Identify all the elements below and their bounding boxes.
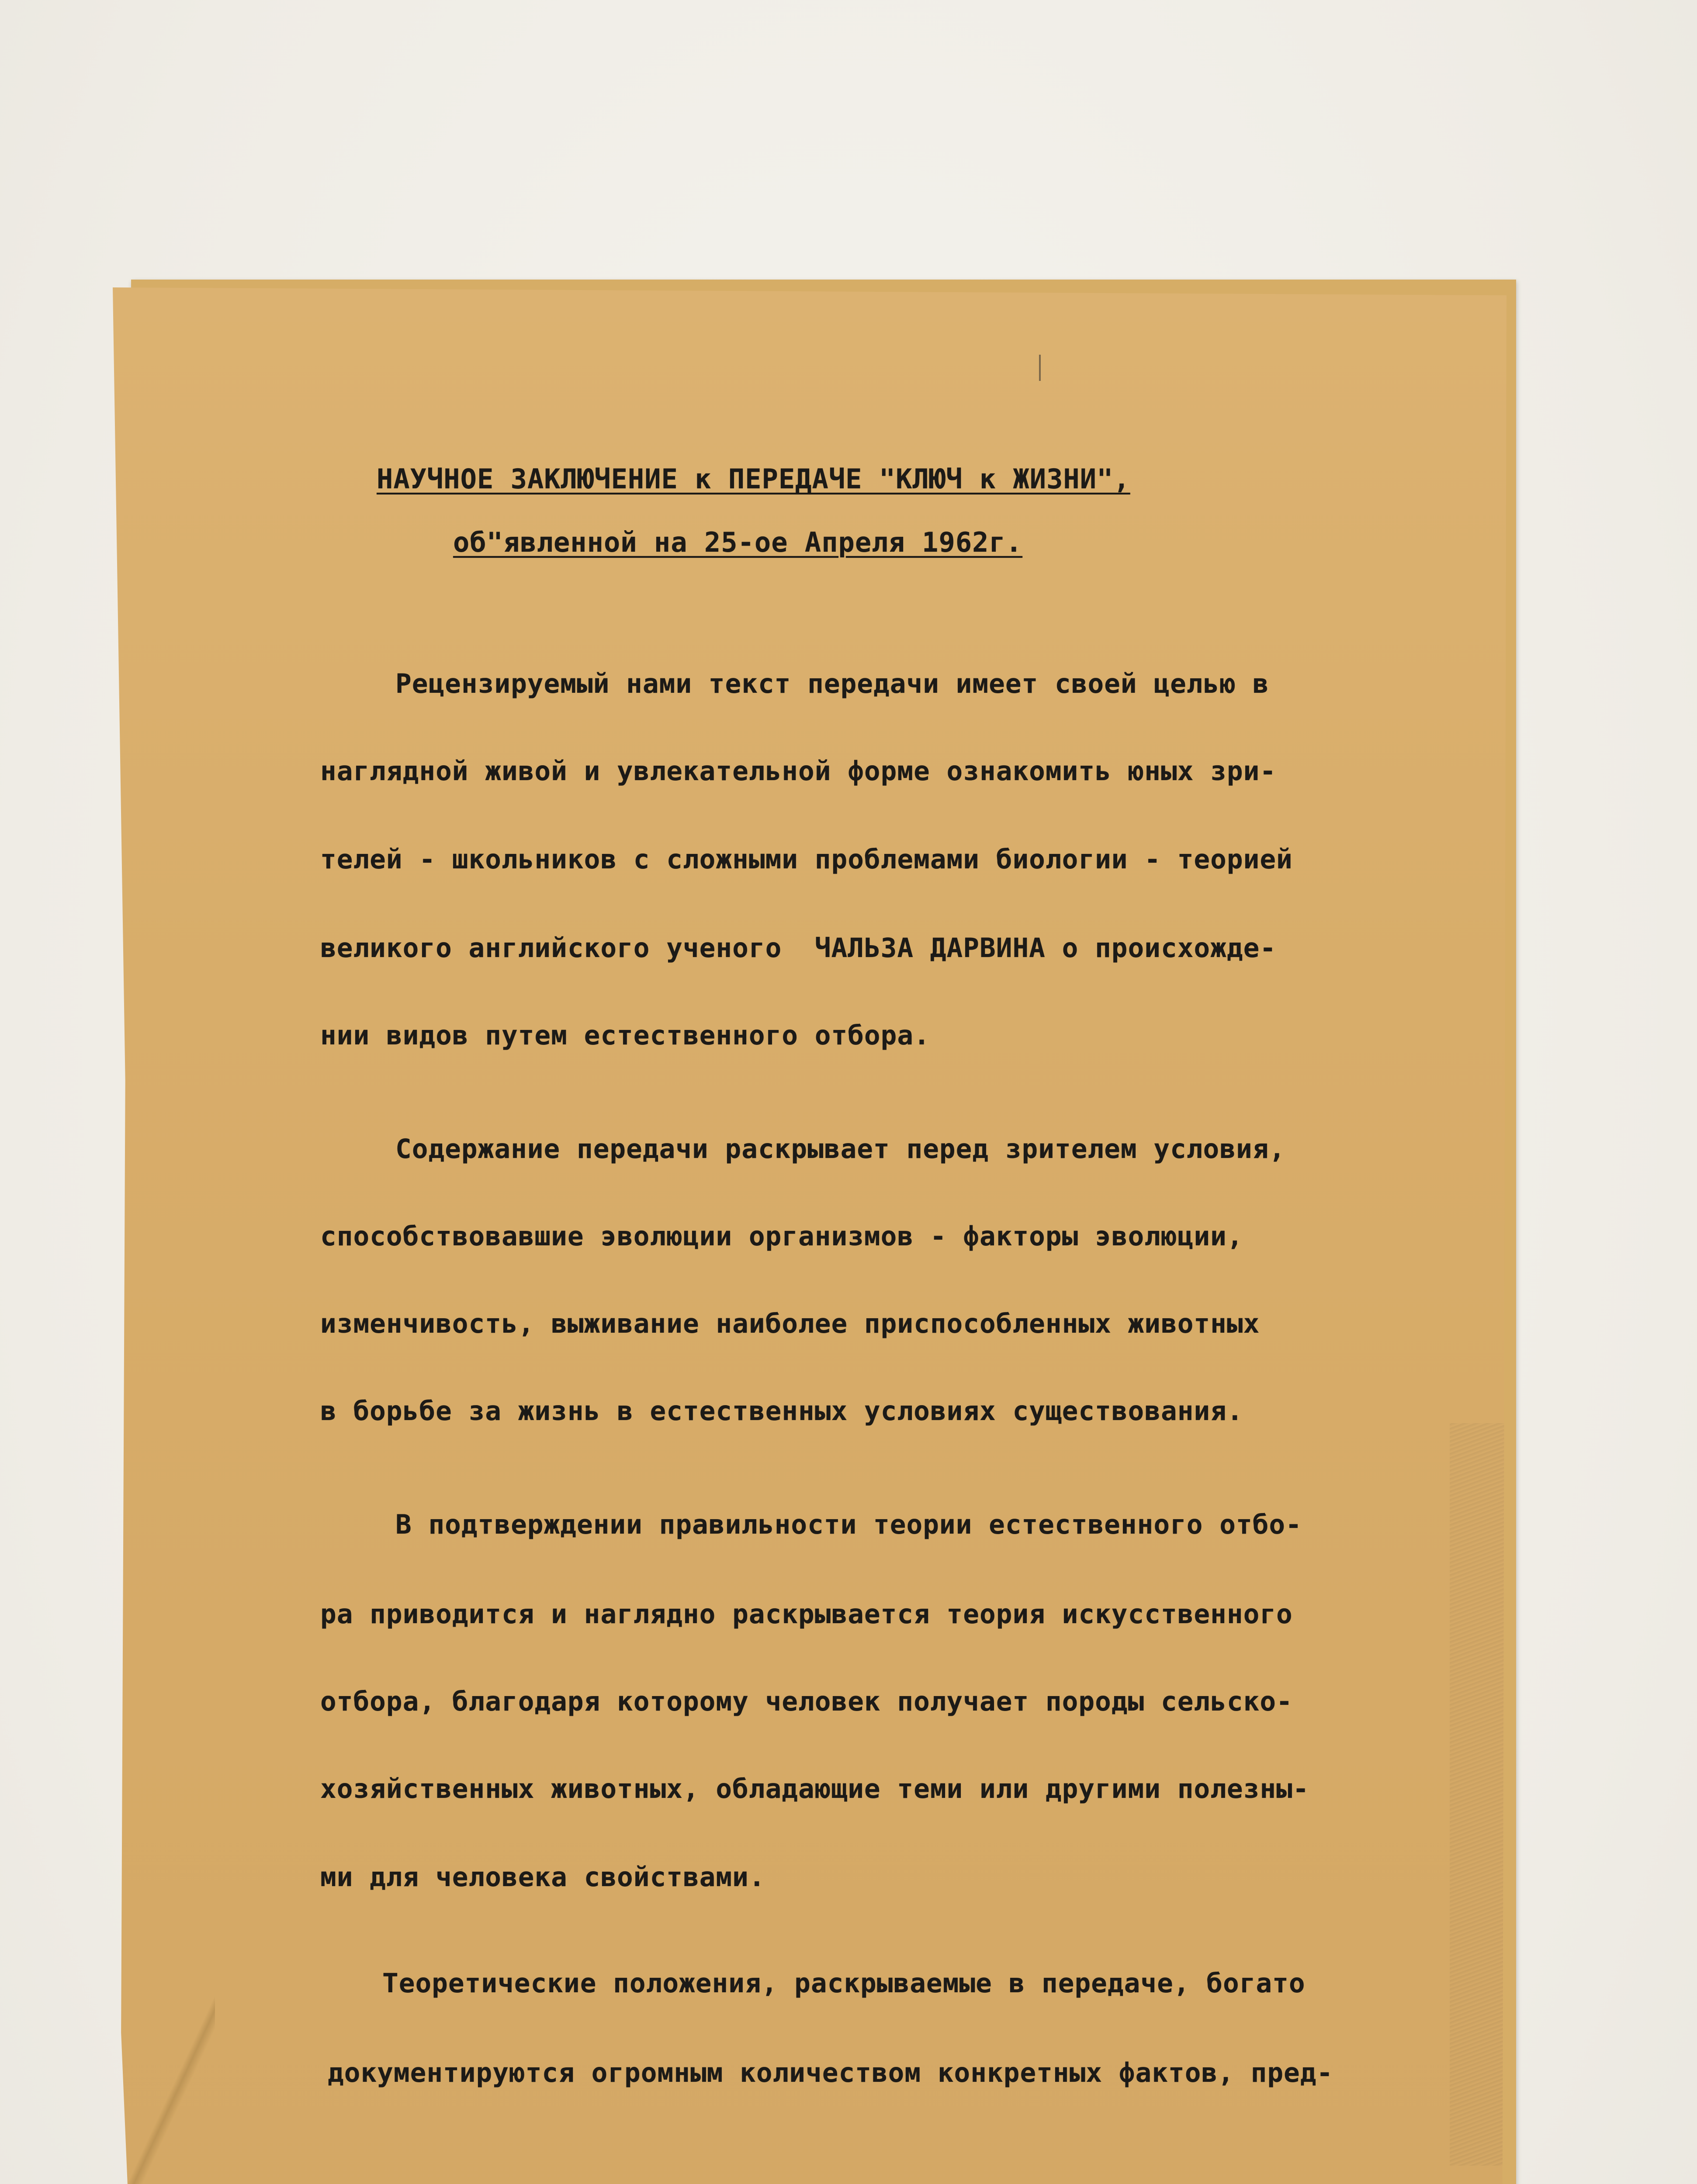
document-title-line-2: об"явленной на 25-ое Апреля 1962г.: [453, 526, 1023, 558]
paragraph-1-line-3: телей - школьников с сложными проблемами биологии - теорией: [320, 844, 1293, 875]
paragraph-1-line-4: великого английского ученого ЧАЛЬЗА ДАРВИНА о происхожде-: [320, 933, 1277, 964]
paragraph-3-line-5: ми для человека свойствами.: [320, 1862, 765, 1893]
paragraph-3-line-2: ра приводится и наглядно раскрывается теория искусственного: [320, 1599, 1293, 1630]
paragraph-2-line-1: Содержание передачи раскрывает перед зрителем условия,: [395, 1133, 1286, 1165]
paragraph-4-line-2: документируются огромным количеством конкретных фактов, пред-: [328, 2057, 1333, 2088]
paragraph-3-line-1: В подтверждении правильности теории естественного отбо-: [395, 1509, 1302, 1540]
paragraph-3-line-3: отбора, благодаря которому человек получает породы сельско-: [320, 1686, 1293, 1717]
paragraph-2-line-2: способствовавшие эволюции организмов - факторы эволюции,: [320, 1221, 1243, 1252]
paragraph-2-line-3: изменчивость, выживание наиболее приспособленных животных: [320, 1308, 1260, 1339]
paragraph-4-line-1: Теоретические положения, раскрываемые в передаче, богато: [382, 1968, 1306, 1999]
paragraph-2-line-4: в борьбе за жизнь в естественных условиях существования.: [320, 1396, 1243, 1427]
pencil-mark: [1039, 355, 1041, 381]
paragraph-1-line-5: нии видов путем естественного отбора.: [320, 1020, 930, 1051]
document-title-line-1: НАУЧНОЕ ЗАКЛЮЧЕНИЕ к ПЕРЕДАЧЕ "КЛЮЧ к ЖИЗНИ",: [377, 463, 1130, 495]
paragraph-1-line-1: Рецензируемый нами текст передачи имеет своей целью в: [395, 668, 1269, 699]
torn-corner: [114, 1992, 215, 2184]
paragraph-1-line-2: наглядной живой и увлекательной форме ознакомить юных зри-: [320, 756, 1277, 787]
paragraph-3-line-4: хозяйственных животных, обладающие теми или другими полезны-: [320, 1773, 1309, 1804]
